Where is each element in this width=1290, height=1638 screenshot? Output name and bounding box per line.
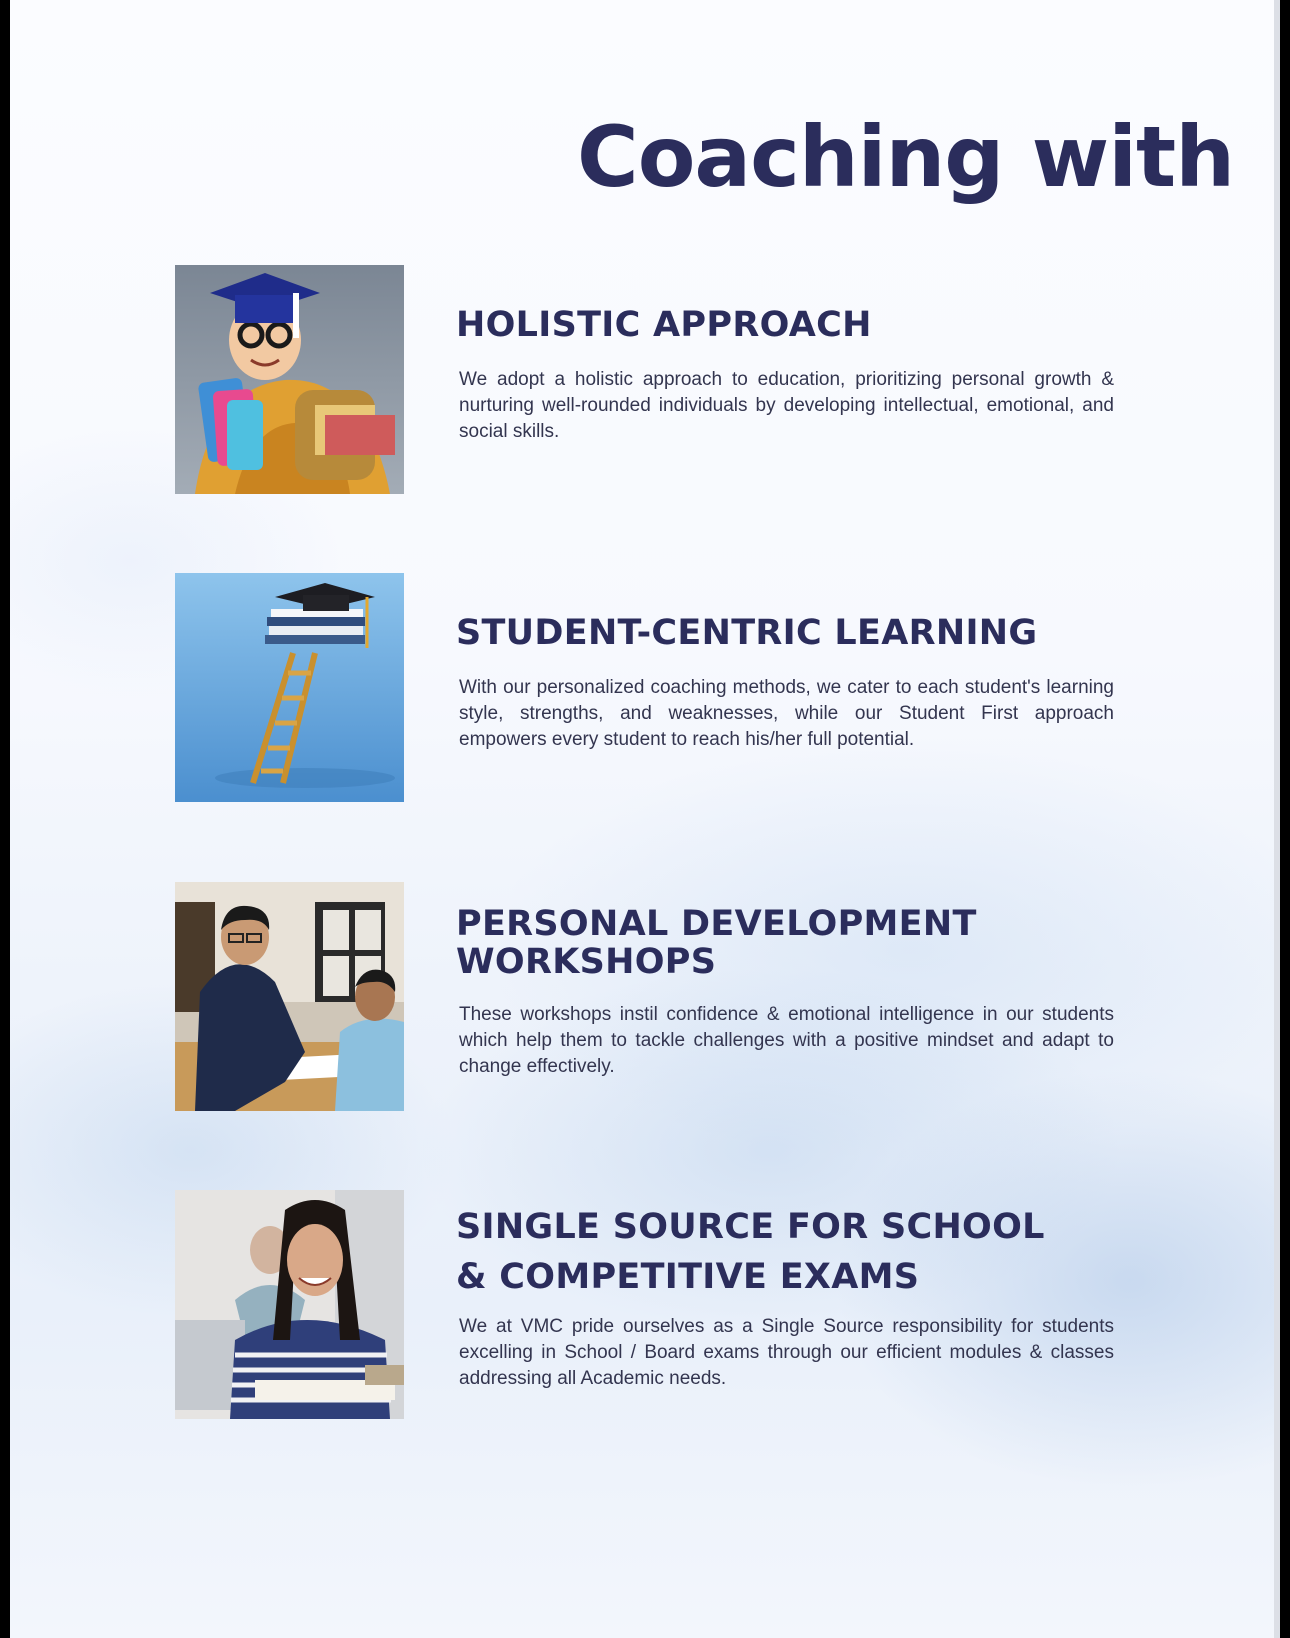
feature-heading: HOLISTIC APPROACH	[456, 305, 872, 345]
photo-ladder-to-graduation-cap	[175, 573, 404, 802]
feature-personal-development-workshops	[175, 882, 1135, 1122]
page-edge-divider	[1274, 0, 1280, 1638]
page-title: Coaching with	[577, 108, 1234, 206]
feature-description: We at VMC pride ourselves as a Single Source responsibility for students excelling in School / Board exams through our efficient modules & classes addressing all Academic needs.	[459, 1316, 1114, 1389]
photo-smiling-student	[175, 1190, 404, 1419]
feature-heading-line: SINGLE SOURCE FOR SCHOOL	[456, 1207, 1045, 1247]
photo-graduate-child	[175, 265, 404, 494]
feature-description: These workshops instil confidence & emotional intelligence in our students which help them to tackle challenges with a positive mindset and adapt to change effectively.	[459, 1004, 1114, 1077]
feature-heading	[456, 905, 977, 981]
feature-holistic-approach	[175, 265, 1135, 505]
feature-description: With our personalized coaching methods, we cater to each student's learning style, strengths, and weaknesses, while our Student First approach empowers every student to reach his/her full potential.	[459, 677, 1114, 750]
feature-heading: STUDENT-CENTRIC LEARNING	[456, 613, 1038, 653]
photo-teacher-with-students	[175, 882, 404, 1111]
feature-student-centric-learning	[175, 573, 1135, 813]
feature-heading-line: WORKSHOPS	[456, 942, 717, 982]
feature-heading	[456, 1202, 1045, 1302]
brochure-page	[10, 0, 1280, 1638]
feature-description: We adopt a holistic approach to education, prioritizing personal growth & nurturing well-rounded individuals by developing intellectual, emotional, and social skills.	[459, 369, 1114, 442]
feature-heading-line: PERSONAL DEVELOPMENT	[456, 904, 977, 944]
feature-single-source-exams	[175, 1190, 1135, 1430]
feature-heading-line: & COMPETITIVE EXAMS	[456, 1257, 920, 1297]
